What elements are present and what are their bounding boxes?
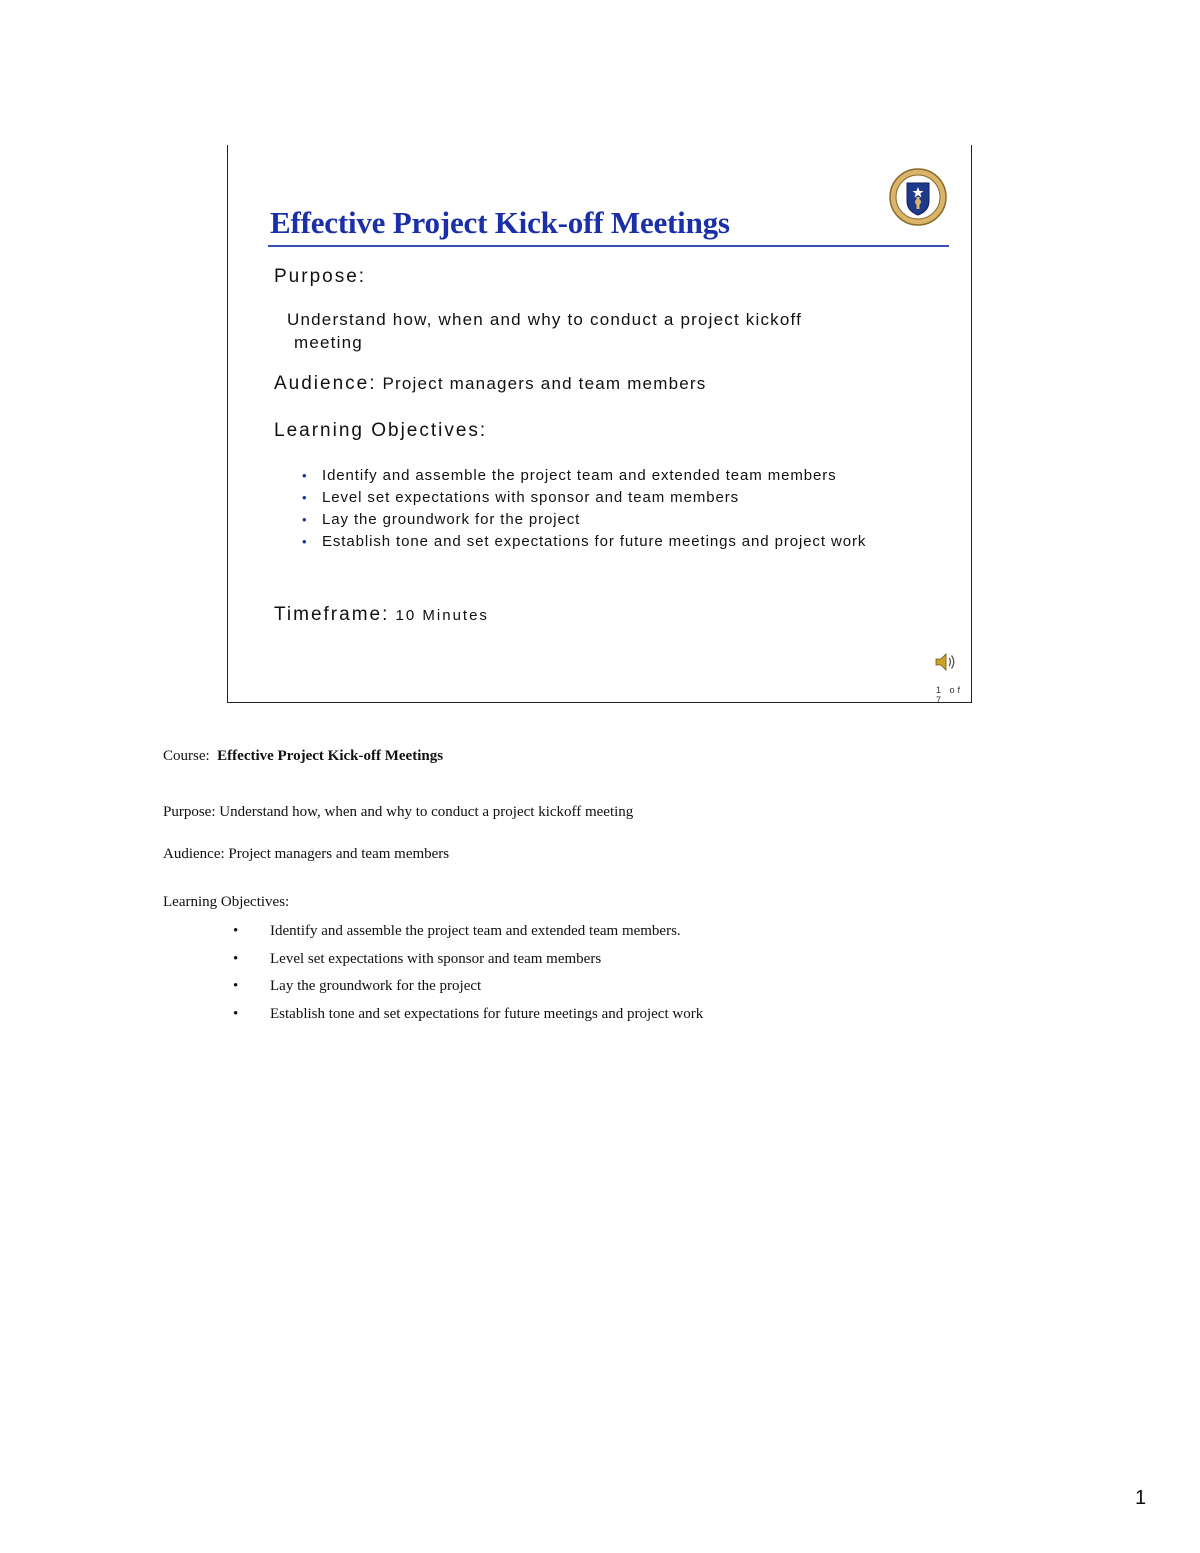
list-item: • Identify and assemble the project team and extended team members. bbox=[233, 923, 681, 939]
audience-label: Audience: bbox=[163, 846, 225, 862]
audience-heading: Audience: bbox=[274, 373, 377, 394]
timeframe-heading: Timeframe: bbox=[274, 604, 390, 625]
list-item: • Level set expectations with sponsor and team members bbox=[233, 950, 602, 967]
timeframe-row bbox=[274, 604, 489, 626]
purpose-value: Understand how, when and why to conduct a project kickoff meeting bbox=[215, 804, 634, 820]
slide-title: Effective Project Kick-off Meetings bbox=[270, 205, 730, 240]
bullet-icon: • bbox=[233, 950, 239, 967]
page-number: 1 bbox=[1135, 1487, 1147, 1509]
slide-number: 1 of 7 bbox=[936, 685, 964, 705]
course-value: Effective Project Kick-off Meetings bbox=[217, 748, 444, 764]
list-item: • Lay the groundwork for the project bbox=[233, 978, 482, 994]
purpose-heading: Purpose: bbox=[274, 266, 367, 287]
purpose-row bbox=[163, 804, 633, 821]
bullet-icon: • bbox=[302, 490, 308, 505]
audience-text: Project managers and team members bbox=[376, 374, 707, 393]
bullet-icon: • bbox=[233, 978, 239, 994]
notes-objectives-list bbox=[233, 923, 703, 1033]
timeframe-text: 10 Minutes bbox=[389, 607, 489, 624]
list-item: • Identify and assemble the project team and extended team members bbox=[302, 467, 837, 484]
massachusetts-seal-icon bbox=[888, 167, 948, 227]
course-label: Course: bbox=[163, 748, 210, 764]
audience-row bbox=[274, 373, 706, 395]
speaker-icon[interactable] bbox=[933, 650, 957, 674]
objectives-label: Learning Objectives: bbox=[163, 894, 290, 910]
bullet-icon: • bbox=[302, 534, 308, 549]
course-row bbox=[163, 748, 443, 765]
list-item: • Establish tone and set expectations for future meetings and project work bbox=[233, 1005, 704, 1022]
list-item: • Establish tone and set expectations for future meetings and project work bbox=[302, 533, 867, 550]
purpose-label: Purpose: bbox=[163, 804, 216, 820]
bullet-icon: • bbox=[302, 468, 308, 483]
purpose-text-line1: Understand how, when and why to conduct a project kickoff bbox=[287, 310, 803, 329]
title-divider bbox=[268, 245, 949, 247]
objectives-list bbox=[300, 467, 920, 555]
slide-frame bbox=[227, 145, 972, 703]
purpose-text-line2: meeting bbox=[294, 333, 363, 352]
list-item: • Lay the groundwork for the project bbox=[302, 511, 581, 528]
list-item: • Level set expectations with sponsor and team members bbox=[302, 489, 739, 506]
bullet-icon: • bbox=[302, 512, 308, 527]
bullet-icon: • bbox=[233, 1005, 239, 1022]
bullet-icon: • bbox=[233, 923, 239, 939]
audience-row bbox=[163, 846, 449, 863]
objectives-heading: Learning Objectives: bbox=[274, 420, 488, 441]
audience-value: Project managers and team members bbox=[224, 846, 450, 862]
